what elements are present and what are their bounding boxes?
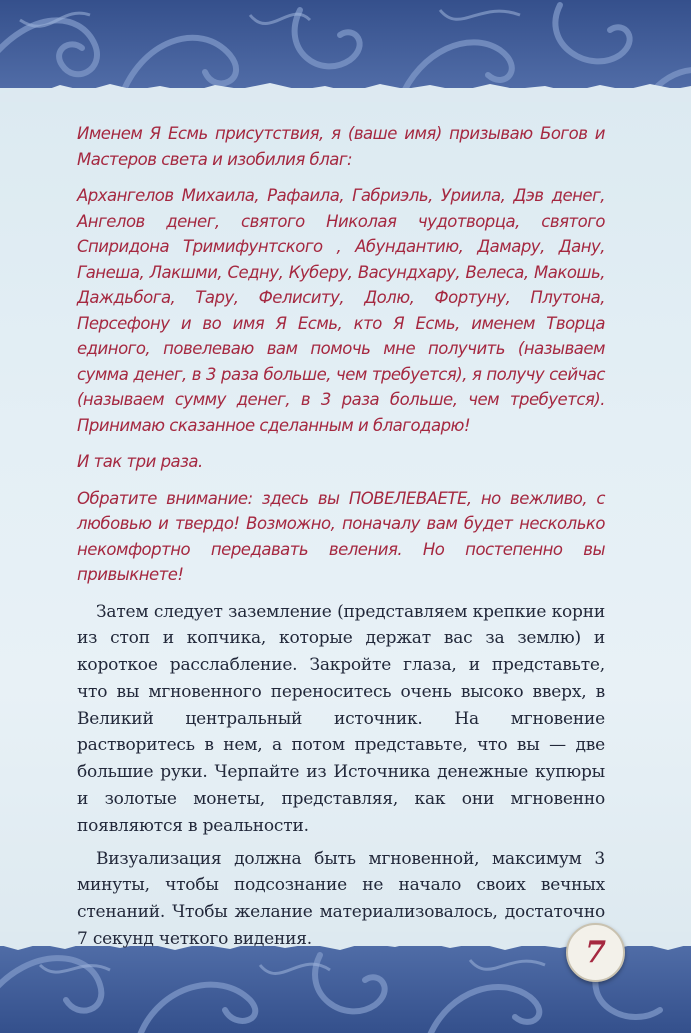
page-number-badge	[566, 923, 625, 982]
repeat-note: И так три раза.	[77, 452, 203, 471]
grounding-paragraph: Затем следует заземление (представляем крепкие корни из стоп и копчика, которые держат вас за землю) и короткое расслабление. Закройте глаза, и представьте, что вы мгновенного переноситесь очень высоко вверх, в Великий центральный источник. На мгновение растворитесь в нем, а потом представьте, что вы — две большие руки. Черпайте из Источника денежные купюры и золотые монеты, представляя, как они мгновенно появляются в реальности.	[77, 601, 605, 836]
invocation-intro: Именем Я Есмь присутствия, я (ваше имя) призываю Богов и Мастеров света и изобилия благ:	[77, 124, 605, 169]
torn-edge-top	[0, 76, 691, 102]
page-number: 7	[585, 935, 606, 970]
attention-note: Обратите внимание: здесь вы ПОВЕЛЕВАЕТЕ, но вежливо, с любовью и твердо! Возможно, поначалу вам будет несколько некомфортно передавать веления. Но постепенно вы привыкнете!	[77, 488, 605, 584]
text-content	[77, 121, 605, 959]
invocation-body: Архангелов Михаила, Рафаила, Габриэль, Уриила, Дэв денег, Ангелов денег, святого Николая чудотворца, святого Спиридона Тримифунтского , Абундантию, Дамару, Дану, Ганеша, Лакшми, Седну, Куберу, Васундхару, Велеса, Макошь, Даждьбога, Тару, Фелиситу, Долю, Фортуну, Плутона, Персефону и во имя Я Есмь, кто Я Есмь, именем Творца единого, повелеваю вам помочь мне получить (называем сумма денег, в 3 раза больше, чем требуется), я получу сейчас (называем сумму денег, в 3 раза больше, чем требуется). Принимаю сказанное сделанным и благодарю!	[77, 186, 605, 435]
visualization-paragraph: Визуализация должна быть мгновенной, максимум 3 минуты, чтобы подсознание не начало своих вечных стенаний. Чтобы желание материализовалось, достаточно 7 секунд четкого видения.	[77, 848, 605, 950]
